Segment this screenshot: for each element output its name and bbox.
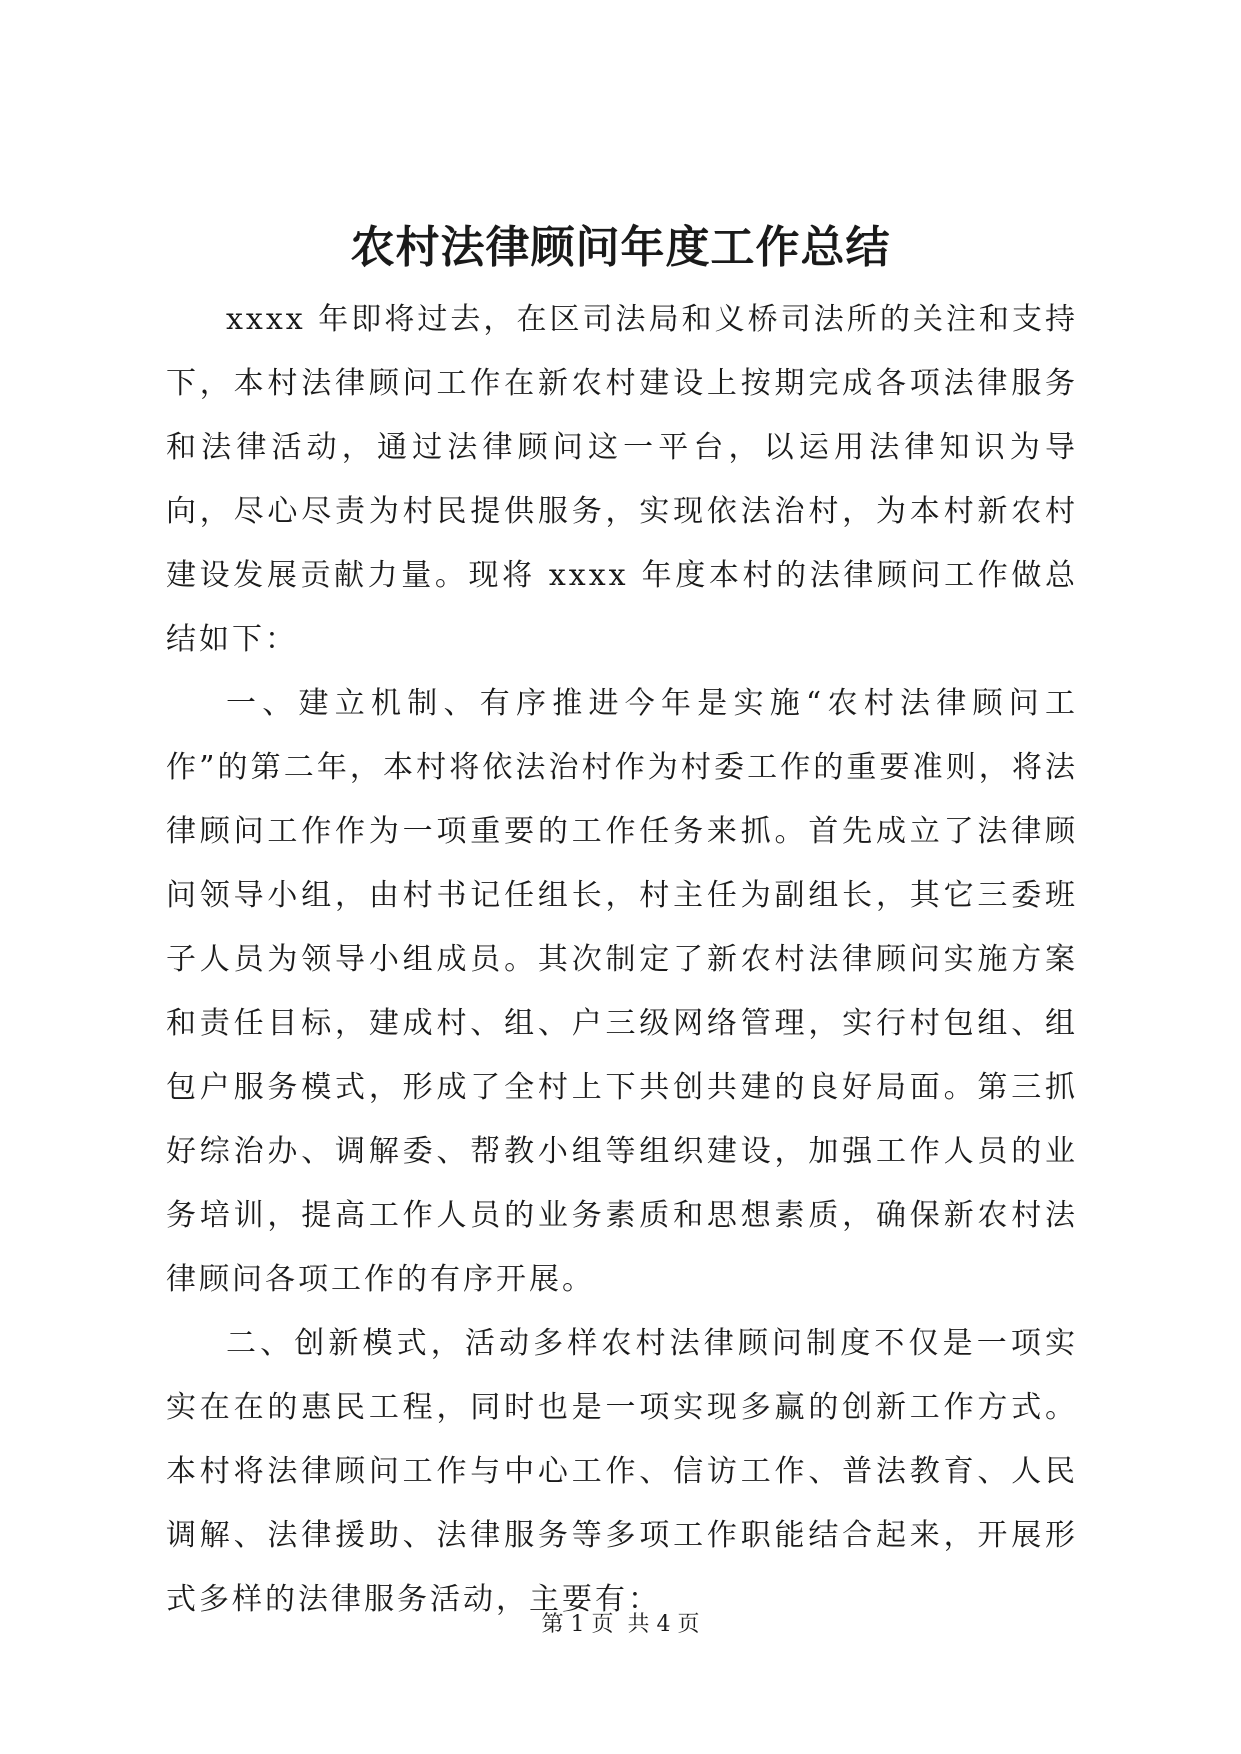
document-body — [166, 288, 1078, 1632]
page-number-label: 第 1 页 共 4 页 — [541, 1612, 700, 1637]
document-title: 农村法律顾问年度工作总结 — [350, 222, 891, 273]
paragraph-section-1: 一、建立机制、有序推进今年是实施“农村法律顾问工作”的第二年，本村将依法治村作为村委工作的重要准则，将法律顾问工作作为一项重要的工作任务来抓。首先成立了法律顾问领导小组，由村书记任组长，村主任为副组长，其它三委班子人员为领导小组成员。其次制定了新农村法律顾问实施方案和责任目标，建成村、组、户三级网络管理，实行村包组、组包户服务模式，形成了全村上下共创共建的良好局面。第三抓好综治办、调解委、帮教小组等组织建设，加强工作人员的业务培训，提高工作人员的业务素质和思想素质，确保新农村法律顾问各项工作的有序开展。 — [166, 686, 1078, 1297]
page-footer — [0, 1610, 1241, 1640]
paragraph-section-2: 二、创新模式，活动多样农村法律顾问制度不仅是一项实实在在的惠民工程，同时也是一项实现多赢的创新工作方式。本村将法律顾问工作与中心工作、信访工作、普法教育、人民调解、法律援助、法律服务等多项工作职能结合起来，开展形式多样的法律服务活动，主要有： — [166, 1326, 1078, 1617]
paragraph-intro: xxxx 年即将过去，在区司法局和义桥司法所的关注和支持下，本村法律顾问工作在新农村建设上按期完成各项法律服务和法律活动，通过法律顾问这一平台，以运用法律知识为导向，尽心尽责为村民提供服务，实现依法治村，为本村新农村建设发展贡献力量。现将 xxxx 年度本村的法律顾问工作做总结如下： — [166, 302, 1078, 657]
